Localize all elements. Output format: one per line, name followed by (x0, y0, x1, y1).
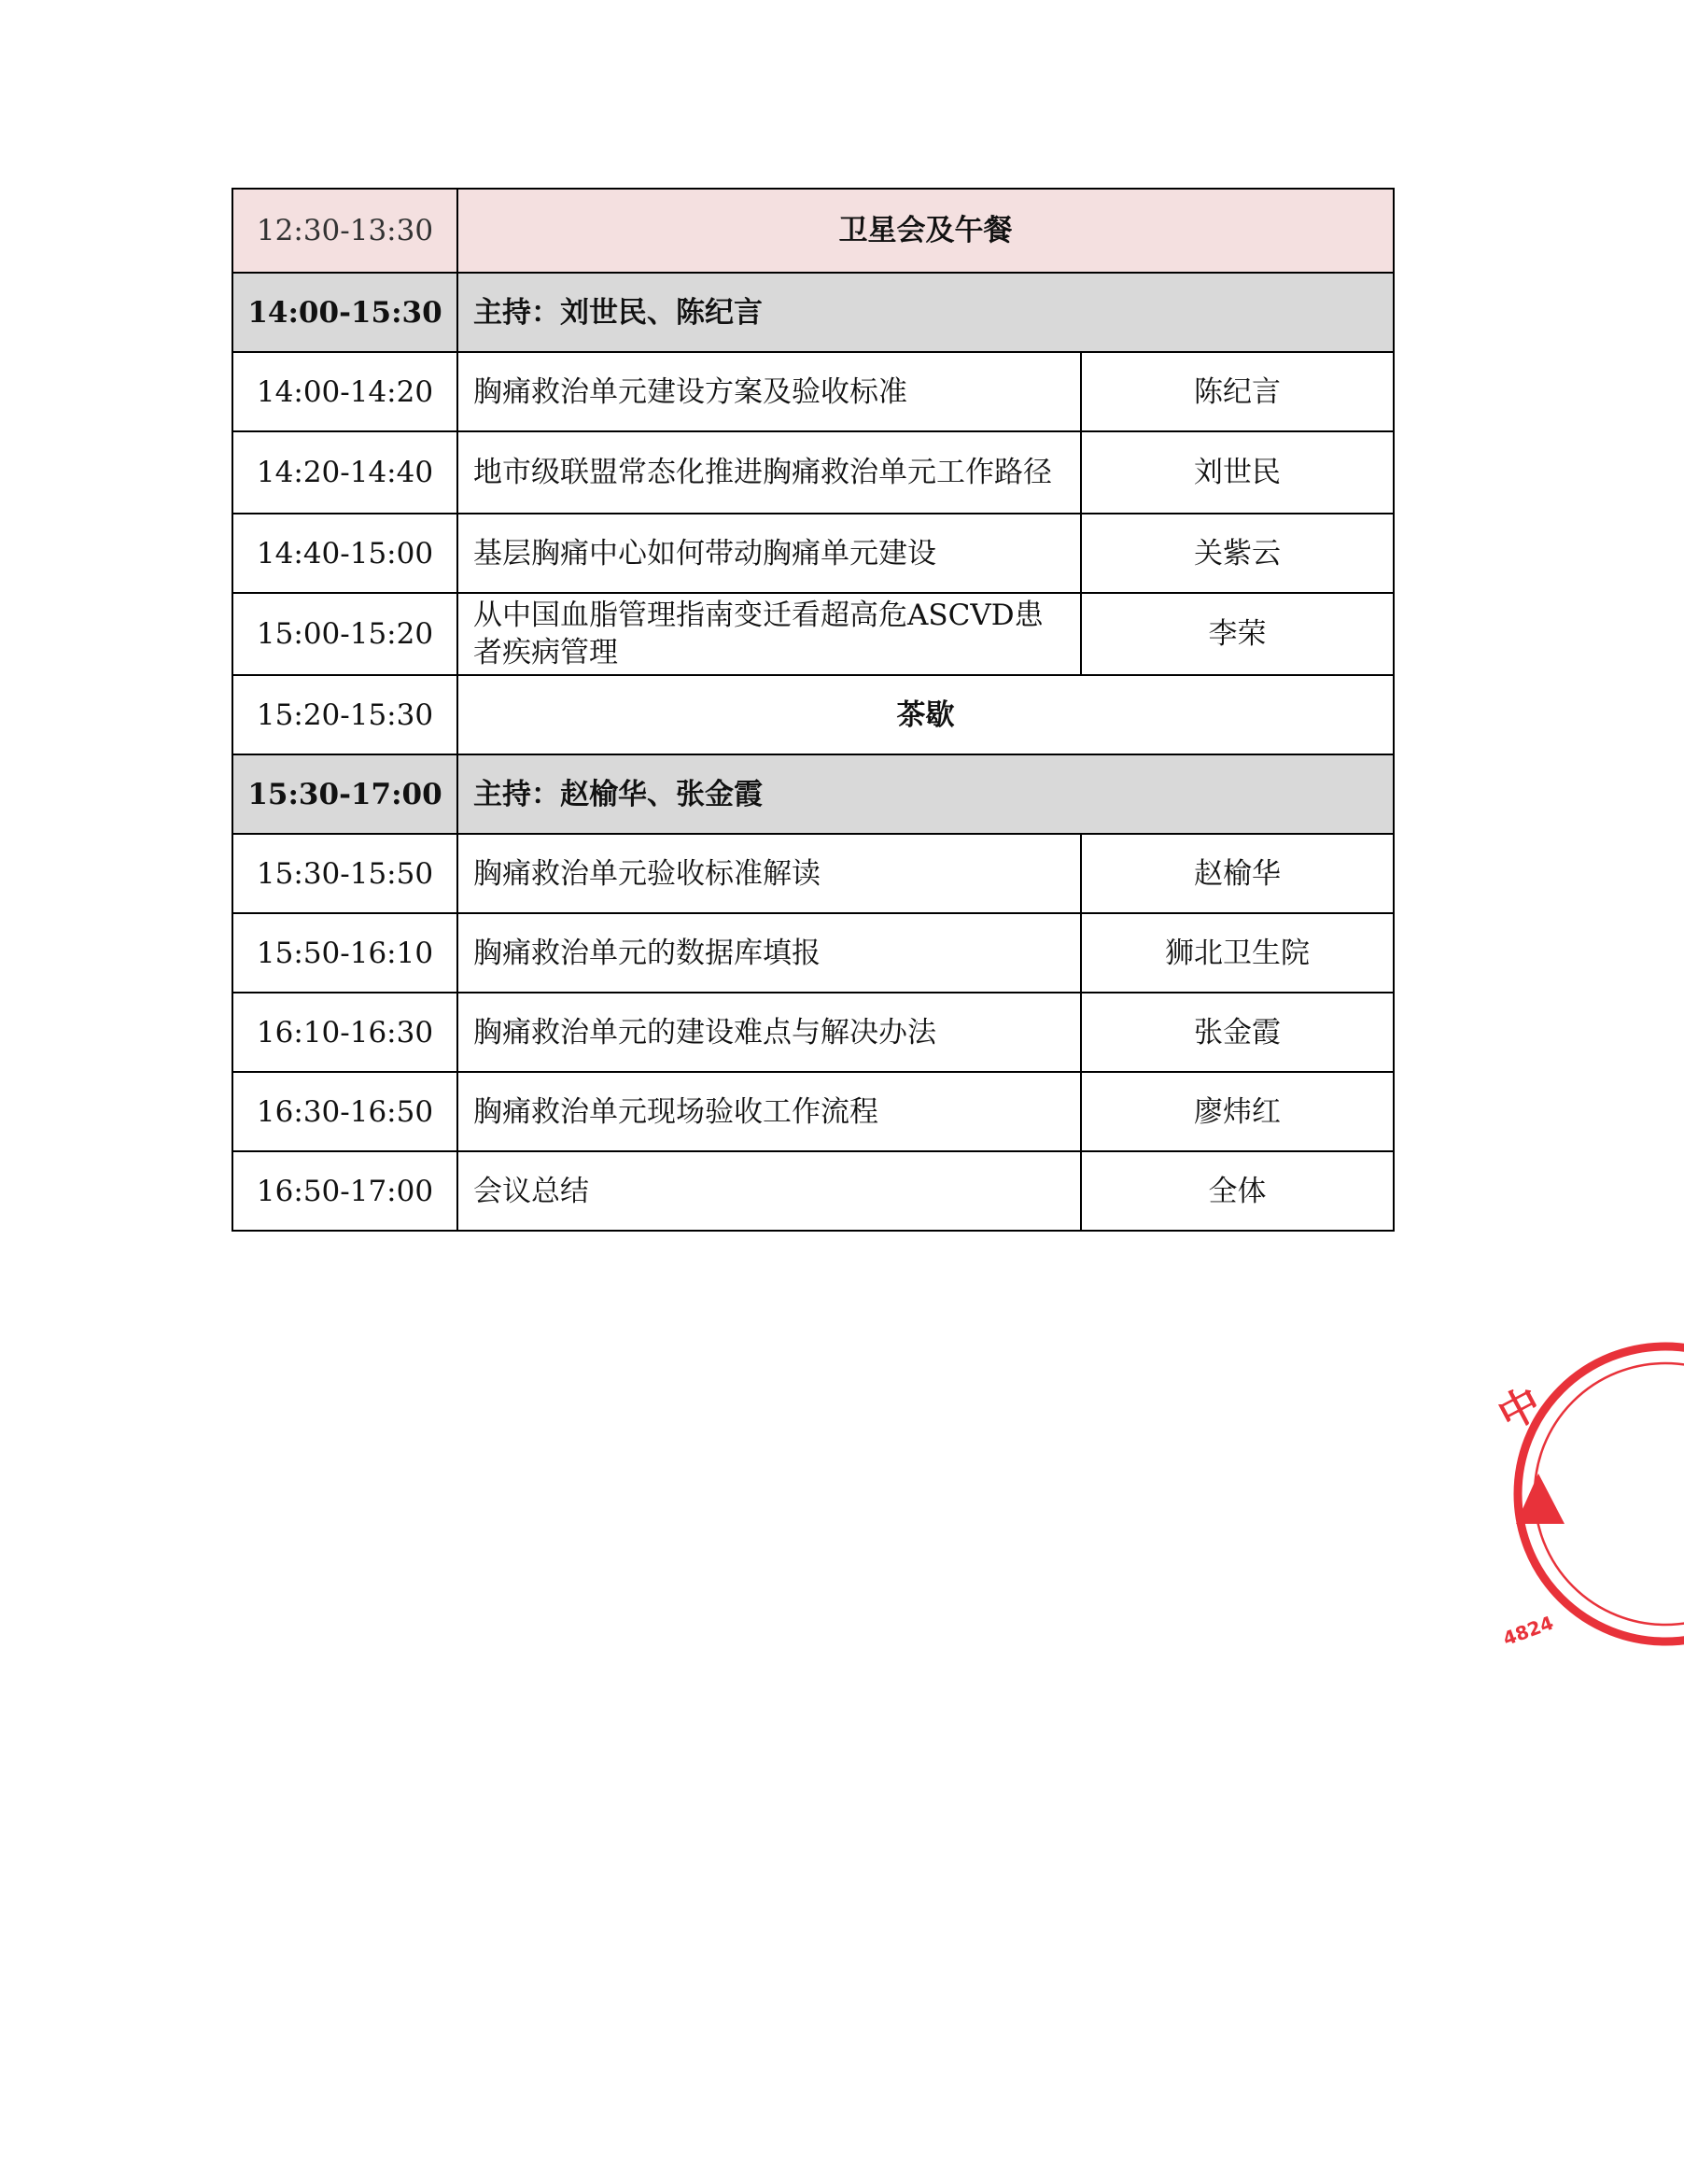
speaker-cell: 狮北卫生院 (1081, 913, 1394, 993)
time-cell: 15:50-16:10 (232, 913, 457, 993)
time-cell: 16:30-16:50 (232, 1072, 457, 1151)
speaker-cell: 张金霞 (1081, 993, 1394, 1072)
time-cell: 12:30-13:30 (232, 189, 457, 273)
topic-cell: 从中国血脂管理指南变迁看超高危ASCVD患者疾病管理 (457, 593, 1081, 675)
topic-cell: 胸痛救治单元建设方案及验收标准 (457, 352, 1081, 431)
seal-character: 中 (1490, 1378, 1550, 1441)
topic-cell: 基层胸痛中心如何带动胸痛单元建设 (457, 514, 1081, 593)
time-cell: 15:30-15:50 (232, 834, 457, 913)
agenda-row (232, 913, 1394, 993)
agenda-row (232, 993, 1394, 1072)
agenda-row (232, 352, 1394, 431)
break-row (232, 675, 1394, 754)
time-cell: 16:10-16:30 (232, 993, 457, 1072)
topic-cell: 胸痛救治单元的数据库填报 (457, 913, 1081, 993)
speaker-cell: 刘世民 (1081, 431, 1394, 514)
speaker-cell: 赵榆华 (1081, 834, 1394, 913)
time-cell: 14:20-14:40 (232, 431, 457, 514)
speaker-cell: 陈纪言 (1081, 352, 1394, 431)
agenda-row (232, 514, 1394, 593)
break-label: 茶歇 (457, 675, 1394, 754)
agenda-row (232, 1072, 1394, 1151)
agenda-row (232, 593, 1394, 675)
time-cell: 15:20-15:30 (232, 675, 457, 754)
agenda-row (232, 431, 1394, 514)
session-time: 14:00-15:30 (232, 273, 457, 352)
seal-star-fragment (1516, 1473, 1565, 1524)
session-header-row (232, 273, 1394, 352)
topic-cell: 胸痛救治单元的建设难点与解决办法 (457, 993, 1081, 1072)
agenda-row (232, 1151, 1394, 1231)
topic-cell: 胸痛救治单元现场验收工作流程 (457, 1072, 1081, 1151)
speaker-cell: 廖炜红 (1081, 1072, 1394, 1151)
session-time: 15:30-17:00 (232, 754, 457, 834)
session-host: 主持：刘世民、陈纪言 (457, 273, 1394, 352)
time-cell: 15:00-15:20 (232, 593, 457, 675)
speaker-cell: 关紫云 (1081, 514, 1394, 593)
topic-cell: 胸痛救治单元验收标准解读 (457, 834, 1081, 913)
time-cell: 14:40-15:00 (232, 514, 457, 593)
speaker-cell: 全体 (1081, 1151, 1394, 1231)
session-header-row (232, 754, 1394, 834)
speaker-cell: 李荣 (1081, 593, 1394, 675)
topic-cell: 地市级联盟常态化推进胸痛救治单元工作路径 (457, 431, 1081, 514)
lunch-label: 卫星会及午餐 (457, 189, 1394, 273)
official-seal (1479, 1335, 1684, 1651)
agenda-table (232, 188, 1395, 1232)
lunch-row (232, 189, 1394, 273)
seal-digits: 4824 (1499, 1611, 1557, 1651)
topic-cell: 会议总结 (457, 1151, 1081, 1231)
agenda-row (232, 834, 1394, 913)
time-cell: 16:50-17:00 (232, 1151, 457, 1231)
session-host: 主持：赵榆华、张金霞 (457, 754, 1394, 834)
time-cell: 14:00-14:20 (232, 352, 457, 431)
